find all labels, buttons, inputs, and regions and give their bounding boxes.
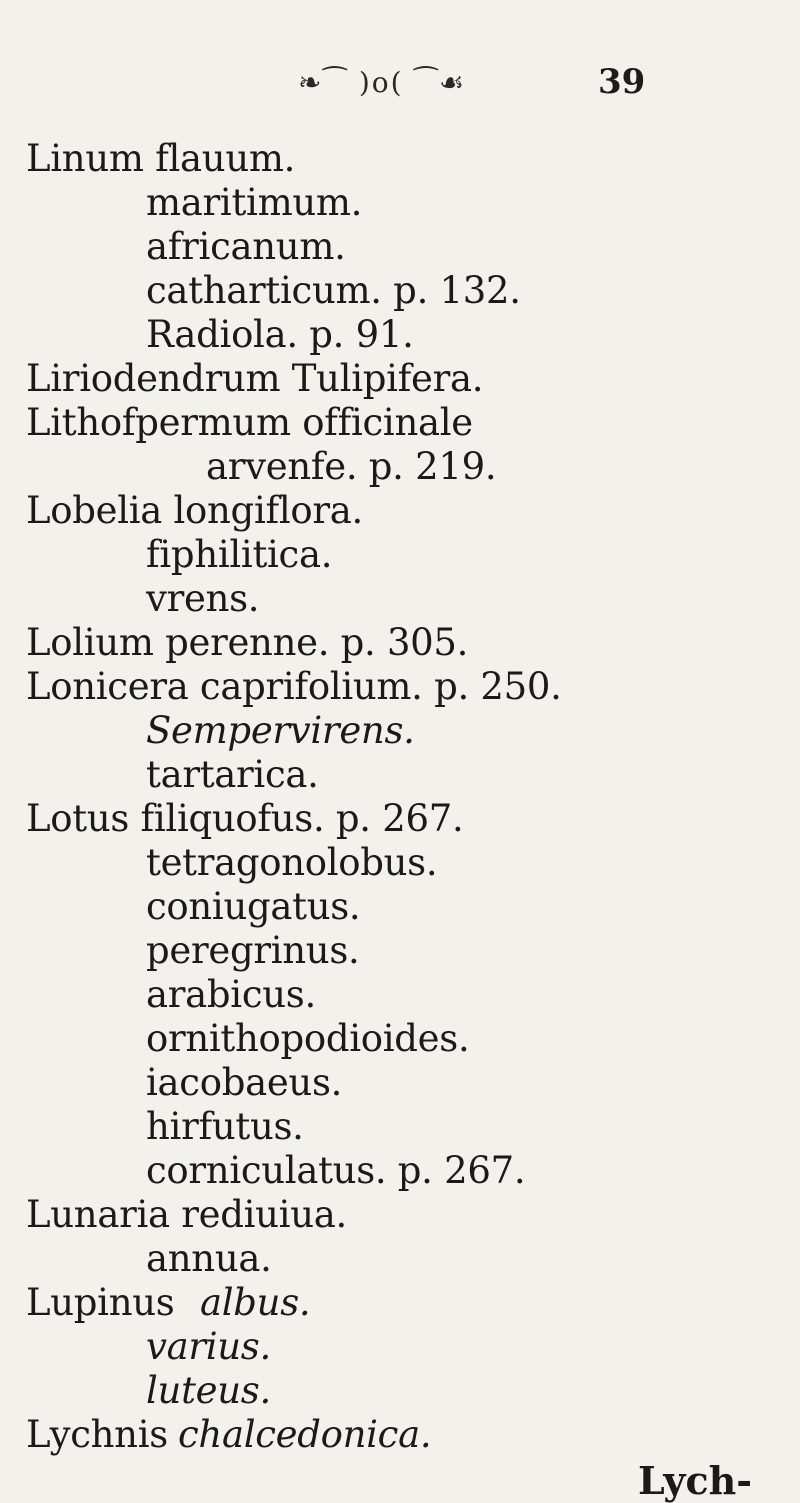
entry-genus: Lotus filiquofus. p. 267.	[26, 797, 464, 840]
page-header	[0, 62, 800, 112]
entry-species: arvenfe. p. 219.	[206, 445, 497, 488]
entry-genus: Lychnis	[26, 1413, 168, 1456]
entry-species: tartarica.	[146, 753, 319, 796]
entry-species: luteus.	[146, 1369, 271, 1412]
entry-species: arabicus.	[146, 973, 316, 1016]
entry-species: peregrinus.	[146, 929, 360, 972]
entry-species: iacobaeus.	[146, 1061, 343, 1104]
entry-species: corniculatus. p. 267.	[146, 1149, 526, 1192]
entry-species: varius.	[146, 1325, 271, 1368]
entry-species: coniugatus.	[146, 885, 361, 928]
entry-genus: Lupinus	[26, 1281, 175, 1324]
entry-species: maritimum.	[146, 181, 363, 224]
entry-species: catharticum. p. 132.	[146, 269, 521, 312]
entry-species: vrens.	[146, 577, 260, 620]
entry-genus: Lobelia longiflora.	[26, 489, 363, 532]
entry-species: africanum.	[146, 225, 346, 268]
catchword: Lych-	[638, 1458, 752, 1503]
entry-species: annua.	[146, 1237, 272, 1280]
entry-species: Radiola. p. 91.	[146, 313, 414, 356]
entry-species: tetragonolobus.	[146, 841, 438, 884]
entry-genus: Lolium perenne. p. 305.	[26, 621, 469, 664]
entry-species: hirfutus.	[146, 1105, 304, 1148]
entry-species: ornithopodioides.	[146, 1017, 470, 1060]
entry-genus: Lunaria rediuiua.	[26, 1193, 347, 1236]
entry-species: Sempervirens.	[146, 709, 415, 752]
entry-genus: Lonicera caprifolium. p. 250.	[26, 665, 562, 708]
entry-genus: Lithofpermum officinale	[26, 401, 473, 444]
entry-genus: Linum flauum.	[26, 137, 296, 180]
page-number: 39	[598, 62, 646, 102]
entry-genus: Liriodendrum Tulipifera.	[26, 357, 484, 400]
entry-species: fiphilitica.	[146, 533, 333, 576]
entry-species: albus.	[200, 1281, 311, 1324]
header-ornament: ❧⁀ )o( ⁀☙	[298, 66, 467, 99]
entry-species: chalcedonica.	[178, 1413, 432, 1456]
